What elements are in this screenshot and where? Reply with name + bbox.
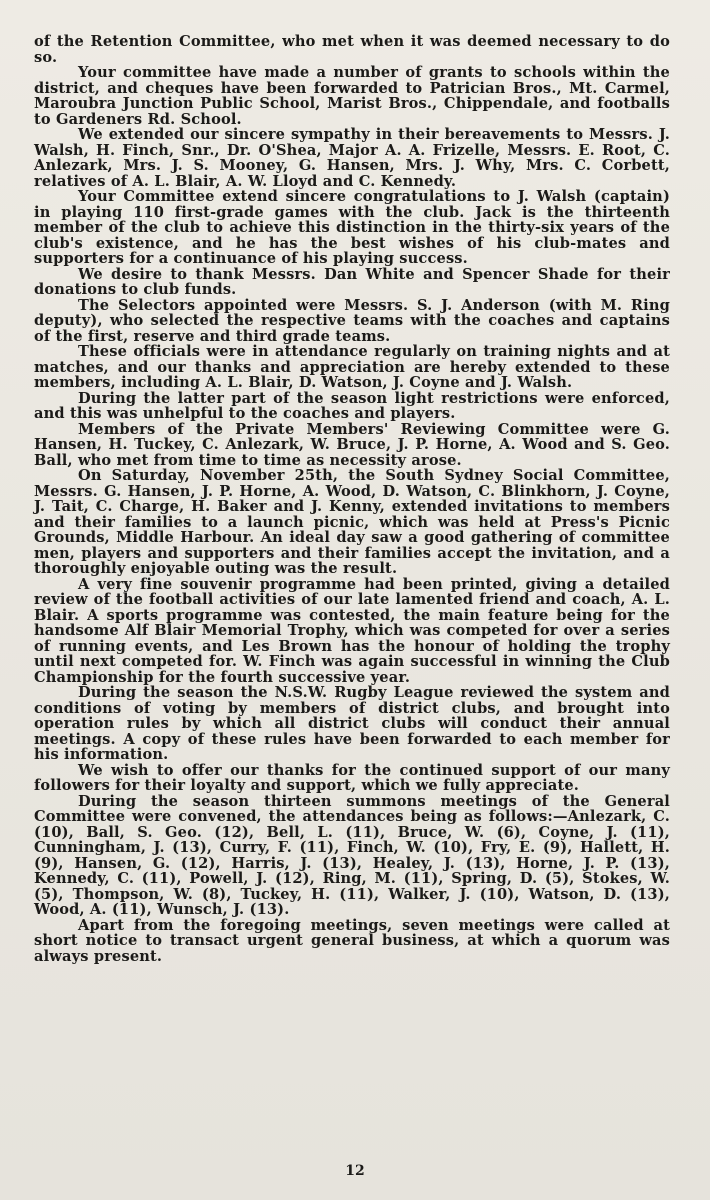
paragraph: of the Retention Committee, who met when it was deemed necessary to do so.: [34, 33, 670, 66]
paragraph: During the season thirteen summons meetings of the General Committee were convened, the attendances being as follows:—Anlezark, C. (10), Ball, S. Geo. (12), Bell, L. (11), Bruce, W. (6), Coyne, J. (11), Cunningham, J. (13), Curry, F. (11), Finch, W. (10), Fry, E. (9), Hallett, H. (9), Hansen, G. (12), Harris, J. (13), Healey, J. (13), Horne, J. P. (13), Kennedy, C. (11), Powell, J. (12), Ring, M. (11), Spring, D. (5), Stokes, W. (5), Thompson, W. (8), Tuckey, H. (11), Walker, J. (10), Watson, D. (13), Wood, A. (11), Wunsch, J. (13).: [34, 792, 670, 918]
body-text: [34, 34, 670, 964]
paragraph: On Saturday, November 25th, the South Sydney Social Committee, Messrs. G. Hansen, J. P. Horne, A. Wood, D. Watson, C. Blinkhorn, J. Coyne, J. Tait, C. Charge, H. Baker and J. Kenny, extended invitations to members and their families to a launch picnic, which was held at Press's Picnic Grounds, Middle Harbour. An ideal day saw a good gathering of committee men, players and supporters and their families accept the invitation, and a thoroughly enjoyable outing was the result.: [34, 467, 670, 577]
paragraph: A very fine souvenir programme had been printed, giving a detailed review of the football activities of our late lamented friend and coach, A. L. Blair. A sports programme was contested, the main feature being for the handsome Alf Blair Memorial Trophy, which was competed for over a series of running events, and Les Brown has the honour of holding the trophy until next competed for. W. Finch was again successful in winning the Club Championship for the fourth successive year.: [34, 575, 670, 686]
paragraph: These officials were in attendance regularly on training nights and at matches, and our thanks and appreciation are hereby extended to these members, including A. L. Blair, D. Watson, J. Coyne and J. Walsh.: [34, 343, 670, 391]
page-number: 12: [345, 1163, 365, 1179]
paragraph: During the latter part of the season light restrictions were enforced, and this was unhelpful to the coaches and players.: [34, 389, 670, 422]
paragraph: Your Committee extend sincere congratulations to J. Walsh (captain) in playing 110 first-grade games with the club. Jack is the thirteenth member of the club to achieve this distinction in the thirty-six years of the club's existence, and he has the best wishes of his club-mates and supporters for a continuance of his playing success.: [34, 188, 670, 267]
paragraph: Members of the Private Members' Reviewing Committee were G. Hansen, H. Tuckey, C. Anlezark, W. Bruce, J. P. Horne, A. Wood and S. Geo. Ball, who met from time to time as necessity arose.: [34, 420, 670, 469]
paragraph: Apart from the foregoing meetings, seven meetings were called at short notice to transact urgent general business, at which a quorum was always present.: [34, 916, 670, 965]
paragraph: The Selectors appointed were Messrs. S. J. Anderson (with M. Ring deputy), who selected the respective teams with the coaches and captains of the first, reserve and third grade teams.: [34, 296, 670, 345]
paragraph: We extended our sincere sympathy in their bereavements to Messrs. J. Walsh, H. Finch, Snr., Dr. O'Shea, Major A. A. Frizelle, Messrs. E. Root, C. Anlezark, Mrs. J. S. Mooney, G. Hansen, Mrs. J. Why, Mrs. C. Corbett, relatives of A. L. Blair, A. W. Lloyd and C. Kennedy.: [34, 126, 670, 190]
paragraph: Your committee have made a number of grants to schools within the district, and cheques have been forwarded to Patrician Bros., Mt. Carmel, Maroubra Junction Public School, Marist Bros., Chippendale, and footballs to Gardeners Rd. School.: [34, 64, 670, 128]
paragraph: We wish to offer our thanks for the continued support of our many followers for their loyalty and support, which we fully appreciate.: [34, 761, 670, 794]
paragraph: During the season the N.S.W. Rugby League reviewed the system and conditions of voting by members of district clubs, and brought into operation rules by which all district clubs will conduct their annual meetings. A copy of these rules have been forwarded to each member for his information.: [34, 684, 670, 763]
paragraph: We desire to thank Messrs. Dan White and Spencer Shade for their donations to club funds.: [34, 265, 670, 298]
